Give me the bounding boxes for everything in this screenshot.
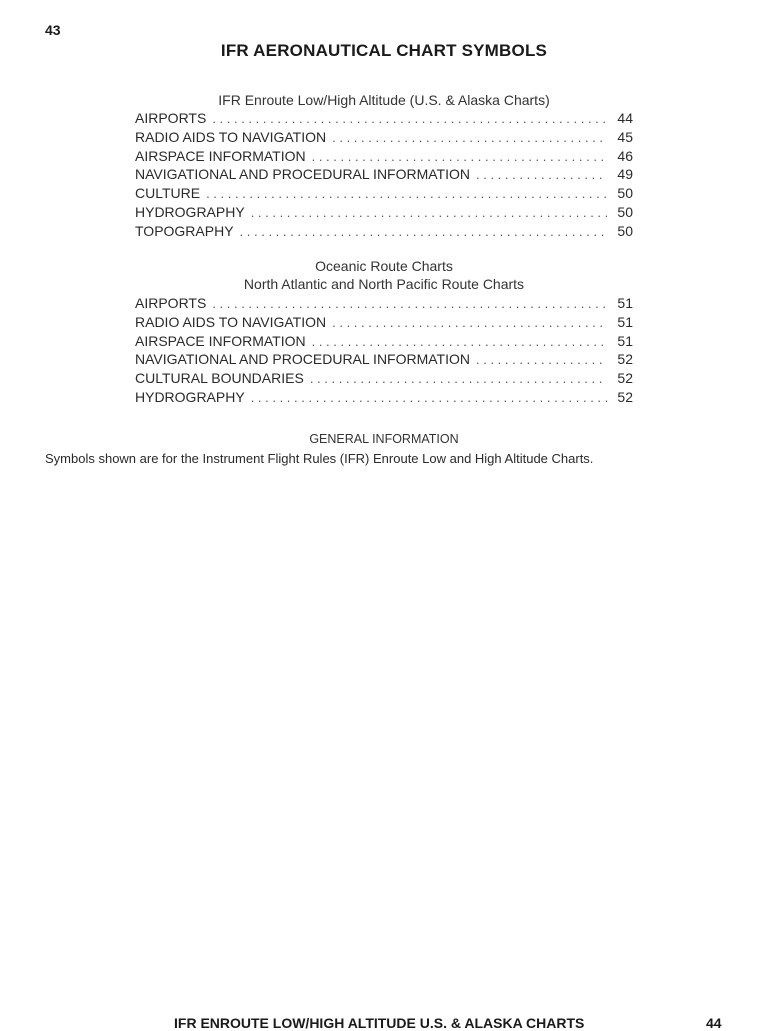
toc-entry-culture[interactable]: [135, 185, 633, 204]
section-1-toc: [135, 110, 633, 242]
dot-leader: [212, 296, 607, 311]
dot-leader: [332, 130, 607, 145]
dot-leader: [476, 352, 607, 367]
dot-leader: [251, 390, 607, 405]
toc-label: NAVIGATIONAL AND PROCEDURAL INFORMATION: [135, 166, 471, 183]
toc-label: CULTURAL BOUNDARIES: [135, 370, 304, 387]
toc-entry-airports[interactable]: [135, 295, 633, 314]
page-title: IFR AERONAUTICAL CHART SYMBOLS: [220, 41, 548, 60]
footer-title: IFR ENROUTE LOW/HIGH ALTITUDE U.S. & ALASKA CHARTS: [174, 1015, 585, 1031]
toc-page-number: 44: [617, 110, 633, 126]
dot-leader: [476, 167, 607, 182]
dot-leader: [212, 111, 607, 126]
toc-page-number: 51: [617, 313, 633, 330]
dot-leader: [251, 205, 607, 220]
toc-entry-radio-aids[interactable]: [135, 314, 633, 333]
toc-page-number: 51: [617, 332, 633, 349]
toc-page-number: 50: [617, 222, 633, 239]
general-information-heading: GENERAL INFORMATION: [309, 432, 459, 446]
dot-leader: [312, 334, 607, 349]
section-2-toc: [135, 295, 633, 408]
toc-entry-hydrography[interactable]: [135, 204, 633, 223]
toc-entry-radio-aids[interactable]: [135, 129, 633, 148]
dot-leader: [240, 224, 607, 239]
section-2-heading-line-1: Oceanic Route Charts: [315, 258, 453, 274]
toc-page-number: 45: [617, 128, 633, 145]
toc-page-number: 52: [617, 388, 633, 405]
toc-label: RADIO AIDS TO NAVIGATION: [135, 128, 327, 145]
dot-leader: [312, 149, 607, 164]
toc-page-number: 52: [617, 370, 633, 387]
toc-entry-navigational[interactable]: [135, 166, 633, 185]
toc-label: NAVIGATIONAL AND PROCEDURAL INFORMATION: [135, 351, 471, 368]
toc-entry-topography[interactable]: [135, 223, 633, 242]
section-1-heading: IFR Enroute Low/High Altitude (U.S. & Alaska Charts): [218, 92, 550, 108]
toc-entry-navigational[interactable]: [135, 351, 633, 370]
toc-label: AIRPORTS: [135, 110, 207, 126]
page-number: 43: [45, 22, 61, 38]
toc-label: CULTURE: [135, 185, 201, 202]
section-2-heading-line-2: North Atlantic and North Pacific Route Charts: [243, 276, 525, 292]
dot-leader: [206, 186, 607, 201]
dot-leader: [332, 315, 607, 330]
toc-entry-airports[interactable]: [135, 110, 633, 129]
toc-entry-airspace[interactable]: [135, 148, 633, 167]
toc-label: HYDROGRAPHY: [135, 203, 245, 220]
toc-entry-cultural-boundaries[interactable]: [135, 370, 633, 389]
dot-leader: [310, 371, 607, 386]
toc-page-number: 49: [617, 166, 633, 183]
toc-page-number: 50: [617, 185, 633, 202]
toc-entry-airspace[interactable]: [135, 333, 633, 352]
toc-page-number: 46: [617, 147, 633, 164]
toc-page-number: 50: [617, 203, 633, 220]
toc-label: RADIO AIDS TO NAVIGATION: [135, 313, 327, 330]
toc-label: HYDROGRAPHY: [135, 388, 245, 405]
footer-page-number: 44: [706, 1015, 722, 1031]
toc-label: AIRSPACE INFORMATION: [135, 332, 306, 349]
toc-entry-hydrography[interactable]: [135, 389, 633, 408]
toc-page-number: 52: [617, 351, 633, 368]
toc-label: AIRSPACE INFORMATION: [135, 147, 306, 164]
toc-label: TOPOGRAPHY: [135, 222, 234, 239]
toc-page-number: 51: [617, 295, 633, 311]
general-information-text: Symbols shown are for the Instrument Flight Rules (IFR) Enroute Low and High Altitude Charts.: [45, 451, 594, 466]
toc-label: AIRPORTS: [135, 295, 207, 311]
